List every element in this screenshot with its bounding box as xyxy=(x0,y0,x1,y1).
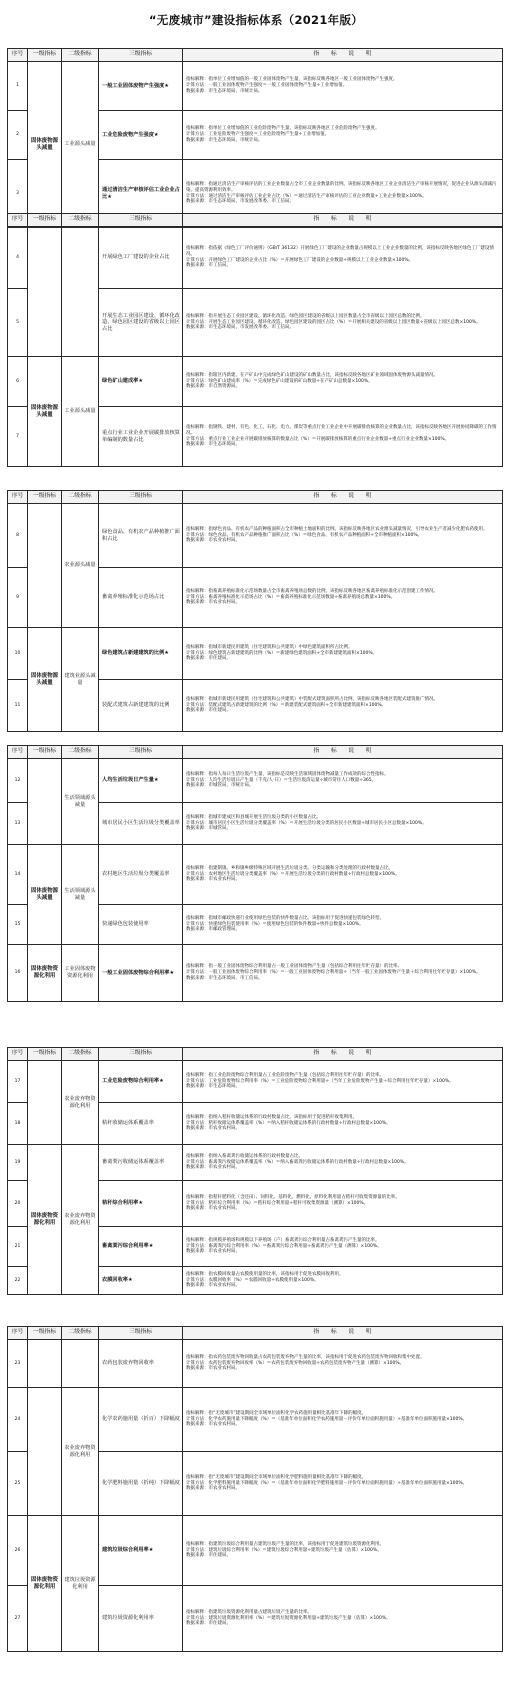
table-section-4 xyxy=(7,745,503,1002)
row-number: 19 xyxy=(8,1145,28,1181)
level3-indicator: 建筑垃圾资源化利用率 xyxy=(99,1586,183,1652)
indicator-description: 指标解释：指每人每日生活垃圾产生量，该指标是反映生活领域固体废物减量工作成效的综合性指标。 计算方法：人均生活垃圾日产生量（千克/人·日）＝生活垃圾清运量÷城市常住人口数量÷365。 数据来源：市城管局、市统计局。 xyxy=(183,759,503,803)
table-header-row xyxy=(8,1327,503,1340)
header-level1: 一级指标 xyxy=(28,491,62,504)
level3-indicator: 一般工业固体废物综合利用率★ xyxy=(99,945,183,1002)
indicator-description: 指标解释：指“无废城市”建设期间全市域单位面积化学肥料施用量相比基准年下降的幅度。 计算方法：化学肥料施用量下降幅度（%）＝（基准年单位面积化学肥料施用量－评价年单位面积施用量）÷基准年单位面积施用量×100%。 数据来源：市农业农村局。 xyxy=(183,1452,503,1516)
level3-indicator: 秸秆收储运体系覆盖率 xyxy=(99,1103,183,1145)
indicator-description: 指标解释：指建筑垃圾综合利用量占建筑垃圾产生量的比率，该指标用于促进建筑垃圾资源化利用。 计算方法：建筑垃圾综合利用率（%）＝建筑垃圾综合利用量÷建筑垃圾产生量（估算）×100%。 数据来源：市住建局。 xyxy=(183,1516,503,1586)
indicator-description: 指标解释：指城市建成区和县城开展生活垃圾分类的小区数量占比。 计算方法：城市居民小区生活垃圾分类覆盖率（%）＝开展生活垃圾分类的居民小区数量÷城市居民小区总数量×100%。 数据来源：市城管局。 xyxy=(183,803,503,845)
level1-indicator xyxy=(28,1061,62,1145)
row-number: 1 xyxy=(8,62,28,111)
header-level2: 二级指标 xyxy=(62,491,99,504)
header-level2: 二级指标 xyxy=(62,746,99,759)
table-section-3 xyxy=(7,490,503,732)
header-description: 指 标 说 明 xyxy=(183,1048,503,1061)
row-number: 27 xyxy=(8,1586,28,1652)
level3-indicator: 化学肥料施用量（折纯）下降幅度 xyxy=(99,1452,183,1516)
level2-indicator: 生活领域源头减量 xyxy=(62,845,99,945)
indicator-description: 指标解释：指工业危险废物综合利用量占工业危险废物产生量（包括综合利用往年贮存量）的比率。 计算方法：工业危险废物综合利用率（%）＝工业危险废物综合利用量÷（当年工业危险废物产生量＋综合利用往年贮存量）×100%。 数据来源：市生态环境局。 xyxy=(183,1061,503,1103)
table-row xyxy=(8,227,503,289)
level3-indicator: 工业危险废物产生强度★ xyxy=(99,111,183,160)
level2-indicator: 工业固体废物资源化利用 xyxy=(62,945,99,1002)
table-row xyxy=(8,845,503,905)
header-level3: 三级指标 xyxy=(99,49,183,62)
indicator-description: 指标解释：指城市新建民用建筑（住宅建筑和公共建筑）中绿色建筑面积所占比例。 计算方法：绿色建筑占新建建筑的比例（%）＝新建绿色建筑面积÷全市新建建筑面积×100%。 数据来源：市住建局。 xyxy=(183,628,503,680)
header-no: 序号 xyxy=(8,1048,28,1061)
indicator-description: 指标解释：指绿色食品、有机农产品的种植面积占全市种植土地面积的比例。该指标反映各地区农业源头减量情况，引导农业生产者减少化肥农药使用。 计算方法：绿色食品、有机农产品种植推广面积占比（%）＝绿色食品、有机农产品种植面积÷全市种植面积×100%。 数据来源：市农业农村局。 xyxy=(183,504,503,568)
indicator-table xyxy=(7,490,503,732)
level2-indicator xyxy=(62,1340,99,1388)
header-no: 序号 xyxy=(8,214,28,227)
table-section-1 xyxy=(7,48,503,228)
indicator-description: 指标解释：指纳入畜禽粪污收储运体系的行政村数量占比。 计算方法：畜禽粪污收储运体系覆盖率（%）＝纳入畜禽粪污收储运体系的行政村数量÷行政村总数量×100%。 数据来源：市农业农村局。 xyxy=(183,1145,503,1181)
row-number: 11 xyxy=(8,680,28,732)
table-header-row xyxy=(8,214,503,227)
level2-indicator: 建筑业源头减量 xyxy=(62,628,99,732)
header-level2: 二级指标 xyxy=(62,1327,99,1340)
level1-indicator xyxy=(28,759,62,845)
level3-indicator: 化学农药施用量（折百）下降幅度 xyxy=(99,1388,183,1452)
row-number: 20 xyxy=(8,1181,28,1227)
row-number: 14 xyxy=(8,845,28,905)
indicator-description: 指标解释：指单位工业增加值的工业危险废物产生量，该指标反映各地区工业危险废物产生强度。 计算方法：工业危险废物产生强度＝工业危险废物产生量÷工业增加值。 数据来源：市生态环境局、市统计局。 xyxy=(183,111,503,160)
row-number: 3 xyxy=(8,160,28,228)
row-number: 6 xyxy=(8,357,28,407)
table-row xyxy=(8,1340,503,1388)
row-number: 25 xyxy=(8,1452,28,1516)
table-header-row xyxy=(8,746,503,759)
indicator-description: 指标解释：指辖区内新建、在产矿山中完成绿色矿山建设的矿山数量占比，该指标反映各地区矿业领域固体废物源头减量情况。 计算方法：绿色矿山建成率（%）＝完成绿色矿山建设的矿山数量÷在产矿山总数量×100%。 数据来源：市自然资源局。 xyxy=(183,357,503,407)
table-row xyxy=(8,1388,503,1452)
level3-indicator: 畜禽粪污综合利用率★ xyxy=(99,1227,183,1267)
level3-indicator: 开展生态工业园区建设、循环化改造、绿色园区建设的省级以上园区占比 xyxy=(99,289,183,357)
header-no: 序号 xyxy=(8,746,28,759)
indicator-description: 指标解释：指畜禽养殖标准化示范场数量占全市畜禽养殖场总数的比例，该指标反映各地区畜禽养殖标准化示范创建工作情况。 计算方法：畜禽养殖标准化示范场占比（%）＝畜禽养殖标准化示范场数量÷畜禽养殖场总数量×100%。 数据来源：市农业农村局。 xyxy=(183,568,503,628)
level3-indicator: 通过清洁生产审核评估工业企业占比★ xyxy=(99,160,183,228)
level1-indicator xyxy=(28,504,62,628)
indicator-description: 指标解释：指秸秆肥料化（含还田）、饲料化、基料化、燃料化、原料化利用量占秸秆可收集资源量的比率。 计算方法：秸秆综合利用率（%）＝秸秆综合利用量÷秸秆可收集资源量（测算）×100%。 数据来源：市农业农村局。 xyxy=(183,1181,503,1227)
table-row xyxy=(8,357,503,407)
level1-indicator xyxy=(28,227,62,357)
header-level3: 三级指标 xyxy=(99,746,183,759)
header-level1: 一级指标 xyxy=(28,746,62,759)
level1-indicator: 固体废物资源化利用 xyxy=(28,1516,62,1652)
row-number: 24 xyxy=(8,1388,28,1452)
table-header-row xyxy=(8,491,503,504)
indicator-description: 指标解释：指纳入秸秆收储运体系的行政村数量占比，该指标用于促进秸秆收集利用。 计算方法：秸秆收储运体系覆盖率（%）＝纳入秸秆收储运体系的行政村数量÷行政村总数量×100%。 数据来源：市农业农村局。 xyxy=(183,1103,503,1145)
row-number: 13 xyxy=(8,803,28,845)
level3-indicator: 建筑垃圾综合利用率★ xyxy=(99,1516,183,1586)
header-level2: 二级指标 xyxy=(62,214,99,227)
table-row xyxy=(8,1516,503,1586)
indicator-description: 指标解释：指建制镇、乡和镇乡级特殊区域开展生活垃圾分类、分类运输和分类处理的行政村数量占比。 计算方法：农村地区生活垃圾分类覆盖率（%）＝开展生活垃圾分类的行政村数量÷行政村总数量×100%。 数据来源：市农业农村局。 xyxy=(183,845,503,905)
level1-indicator: 固体废物资源化利用 xyxy=(28,945,62,1002)
row-number: 18 xyxy=(8,1103,28,1145)
header-level3: 三级指标 xyxy=(99,214,183,227)
row-number: 10 xyxy=(8,628,28,680)
level3-indicator: 人均生活垃圾日产生量★ xyxy=(99,759,183,803)
row-number: 21 xyxy=(8,1227,28,1267)
header-level1: 一级指标 xyxy=(28,214,62,227)
indicator-description: 指标解释：指“无废城市”建设期间全市域单位面积化学农药施用量相比基准年下降的幅度。 计算方法：化学农药施用量下降幅度（%）＝（基准年单位面积化学农药施用量－评价年单位面积施用量）÷基准年单位面积施用量×100%。 数据来源：市农业农村局。 xyxy=(183,1388,503,1452)
row-number: 8 xyxy=(8,504,28,568)
table-row xyxy=(8,628,503,680)
header-description: 指 标 说 明 xyxy=(183,49,503,62)
level3-indicator: 一般工业固体废物产生强度★ xyxy=(99,62,183,111)
table-row xyxy=(8,1145,503,1181)
row-number: 16 xyxy=(8,945,28,1002)
level3-indicator: 装配式建筑占新建建筑的比例 xyxy=(99,680,183,732)
header-description: 指 标 说 明 xyxy=(183,491,503,504)
indicator-table xyxy=(7,213,503,467)
header-level1: 一级指标 xyxy=(28,1327,62,1340)
indicator-table xyxy=(7,745,503,1002)
indicator-description: 指标解释：指城市邮政快递行业使用绿色包装的快件数量占比。该指标用于促进快递包装绿色转型。 计算方法：快递绿色包装使用率（%）＝使用绿色包装的快件数量÷快件总数量×100%。 数据来源：市邮政管理局。 xyxy=(183,905,503,945)
row-number: 7 xyxy=(8,407,28,467)
indicator-description: 指标解释：指城市新建民用建筑（住宅建筑和公共建筑）中装配式建筑面积所占比例，该指标反映各地区装配式建筑推广情况。 计算方法：装配式建筑占新建建筑的比例（%）＝新建装配式建筑面积÷全市新建建筑面积×100%。 数据来源：市住建局。 xyxy=(183,680,503,732)
row-number: 26 xyxy=(8,1516,28,1586)
level3-indicator: 快递绿色包装使用率 xyxy=(99,905,183,945)
table-row xyxy=(8,759,503,803)
indicator-description: 指标解释：指开展生态工业园区建设、循环化改造、绿色园区建设的省级以上园区数量占全市省级以上园区总数的比例。 计算方法：开展生态工业园区建设、循环化改造、绿色园区建设的园区占比（%）＝开展相关建设的省级以上园区数量÷省级以上园区总数×100%。 数据来源：市生态环境局、市发展改革委、市工信局。 xyxy=(183,289,503,357)
header-level3: 三级指标 xyxy=(99,1327,183,1340)
header-level3: 三级指标 xyxy=(99,1048,183,1061)
header-level2: 二级指标 xyxy=(62,49,99,62)
header-description: 指 标 说 明 xyxy=(183,1327,503,1340)
level2-indicator: 生活领域源头减量 xyxy=(62,759,99,845)
level3-indicator: 城市居民小区生活垃圾分类覆盖率 xyxy=(99,803,183,845)
indicator-description: 指标解释：指钢铁、建材、有色、化工、石化、电力、煤炭等重点行业工业企业中开展碳排放核算的企业数量占比，该指标反映各地区开展协同降碳的工作情况。 计算方法：重点行业工业企业开展碳排放核算的数量占比（%）＝开展碳排放核算的重点行业企业数量÷重点行业企业数量×100%。 数据来源：市生态环境局。 xyxy=(183,407,503,467)
table-header-row xyxy=(8,1048,503,1061)
level3-indicator: 畜禽粪污收储运体系覆盖率 xyxy=(99,1145,183,1181)
table-header-row xyxy=(8,49,503,62)
level3-indicator: 绿色食品、有机农产品种植推广面积占比 xyxy=(99,504,183,568)
row-number: 12 xyxy=(8,759,28,803)
level3-indicator: 工业危险废物综合利用率★ xyxy=(99,1061,183,1103)
level1-indicator: 固体废物源头减量 xyxy=(28,845,62,945)
level2-indicator: 农业废弃物资源化利用 xyxy=(62,1145,99,1295)
indicator-table xyxy=(7,1047,503,1295)
level3-indicator: 开展绿色工厂建设的企业占比 xyxy=(99,227,183,289)
header-level2: 二级指标 xyxy=(62,1048,99,1061)
indicator-table xyxy=(7,48,503,228)
header-description: 指 标 说 明 xyxy=(183,746,503,759)
level2-indicator: 工业源头减量 xyxy=(62,62,99,228)
document-title: “无废城市”建设指标体系（2021年版） xyxy=(148,13,364,27)
table-section-5 xyxy=(7,1047,503,1295)
level3-indicator: 绿色建筑占新建建筑的比例★ xyxy=(99,628,183,680)
header-no: 序号 xyxy=(8,49,28,62)
indicator-description: 指标解释：指一般工业固体废物综合利用量占一般工业固体废物产生量（包括综合利用往年贮存量）的比率。 计算方法：一般工业固体废物综合利用率（%）＝一般工业固体废物综合利用量÷（当年一般工业固体废物产生量＋综合利用往年贮存量）×100%。 数据来源：市生态环境局、市工信局。 xyxy=(183,945,503,1002)
level1-indicator: 固体废物源头减量 xyxy=(28,628,62,732)
row-number: 4 xyxy=(8,227,28,289)
header-no: 序号 xyxy=(8,491,28,504)
level2-indicator: 农业源头减量 xyxy=(62,504,99,628)
indicator-description: 指标解释：指规模养殖场和规模以下养殖场（户）畜禽粪污综合利用量占畜禽粪污产生量的比率。 计算方法：畜禽粪污综合利用率（%）＝畜禽粪污综合利用量÷畜禽粪污产生量（测算）×100%。 数据来源：市农业农村局。 xyxy=(183,1227,503,1267)
indicator-description: 指标解释：指农药包装废弃物回收量占农药包装废弃物产生量的比率，该指标用于促进农药包装废弃物回收和集中处置。 计算方法：农药包装废弃物回收率（%）＝农药包装废弃物回收量÷农药包装废弃物产生量（测算）×100%。 数据来源：市农业农村局。 xyxy=(183,1340,503,1388)
row-number: 17 xyxy=(8,1061,28,1103)
indicator-description: 指标解释：指通过清洁生产审核评估的工业企业数量占全市工业企业数量的比例。该指标反映各地区工业企业清洁生产审核开展情况，促进企业从源头削减污染、提高资源利用效率。 计算方法：通过清洁生产审核评估工业企业占比（%）＝通过清洁生产审核评估的工业企业数量÷工业企业数量×100%。 数据来源：市生态环境局、市发展改革委、市工信局。 xyxy=(183,160,503,228)
level3-indicator: 重点行业工业企业开展碳排放核算单编制的数量占比 xyxy=(99,407,183,467)
level3-indicator: 秸秆综合利用率★ xyxy=(99,1181,183,1227)
level2-indicator xyxy=(62,227,99,357)
level1-indicator xyxy=(28,1388,62,1516)
header-level1: 一级指标 xyxy=(28,49,62,62)
level1-indicator xyxy=(28,1340,62,1388)
header-description: 指 标 说 明 xyxy=(183,214,503,227)
table-section-6 xyxy=(7,1326,503,1652)
indicator-description: 指标解释：指依据《绿色工厂评价通则》（GB/T 36132）开展绿色工厂建设的企业数量占规模以上工业企业数量的比例，该指标反映各地区绿色工厂建设情况。 计算方法：开展绿色工厂建设的企业占比（%）＝开展绿色工厂建设的企业数量÷规模以上工业企业数量×100%。 数据来源：市工信局。 xyxy=(183,227,503,289)
level3-indicator: 农膜回收率★ xyxy=(99,1267,183,1295)
indicator-description: 指标解释：指单位工业增加值的一般工业固体废物产生量，该指标反映各地区一般工业固体废物产生强度。 计算方法：一般工业固体废物产生强度＝一般工业固体废物产生量÷工业增加值。 数据来源：市生态环境局、市统计局。 xyxy=(183,62,503,111)
table-row xyxy=(8,945,503,1002)
header-no: 序号 xyxy=(8,1327,28,1340)
row-number: 2 xyxy=(8,111,28,160)
row-number: 23 xyxy=(8,1340,28,1388)
level2-indicator: 建筑垃圾资源化利用 xyxy=(62,1516,99,1652)
table-section-2 xyxy=(7,213,503,467)
row-number: 5 xyxy=(8,289,28,357)
row-number: 22 xyxy=(8,1267,28,1295)
row-number: 9 xyxy=(8,568,28,628)
level2-indicator: 农业废弃物资源化利用 xyxy=(62,1388,99,1516)
level2-indicator: 工业源头减量 xyxy=(62,357,99,467)
level2-indicator: 农业废弃物资源化利用 xyxy=(62,1061,99,1145)
table-row xyxy=(8,1061,503,1103)
indicator-description: 指标解释：指农膜回收量占农膜使用量的比率，该指标用于促进农膜回收利用。 计算方法：农膜回收率（%）＝农膜回收量÷农膜使用量×100%。 数据来源：市农业农村局。 xyxy=(183,1267,503,1295)
table-row xyxy=(8,504,503,568)
level3-indicator: 绿色矿山建成率★ xyxy=(99,357,183,407)
header-level3: 三级指标 xyxy=(99,491,183,504)
level1-indicator: 固体废物源头减量 xyxy=(28,357,62,467)
level3-indicator: 农药包装废弃物回收率 xyxy=(99,1340,183,1388)
indicator-table xyxy=(7,1326,503,1652)
level1-indicator: 固体废物源头减量 xyxy=(28,62,62,228)
row-number: 15 xyxy=(8,905,28,945)
header-level1: 一级指标 xyxy=(28,1048,62,1061)
level3-indicator: 农村地区生活垃圾分类覆盖率 xyxy=(99,845,183,905)
level1-indicator: 固体废物资源化利用 xyxy=(28,1145,62,1295)
indicator-description: 指标解释：指建筑垃圾资源化利用量占建筑垃圾产生量的比率。 计算方法：建筑垃圾资源化利用率（%）＝建筑垃圾资源化利用量÷建筑垃圾产生量（估算）×100%。 数据来源：市住建局。 xyxy=(183,1586,503,1652)
level3-indicator: 畜禽养殖标准化示范场占比 xyxy=(99,568,183,628)
table-row xyxy=(8,62,503,111)
